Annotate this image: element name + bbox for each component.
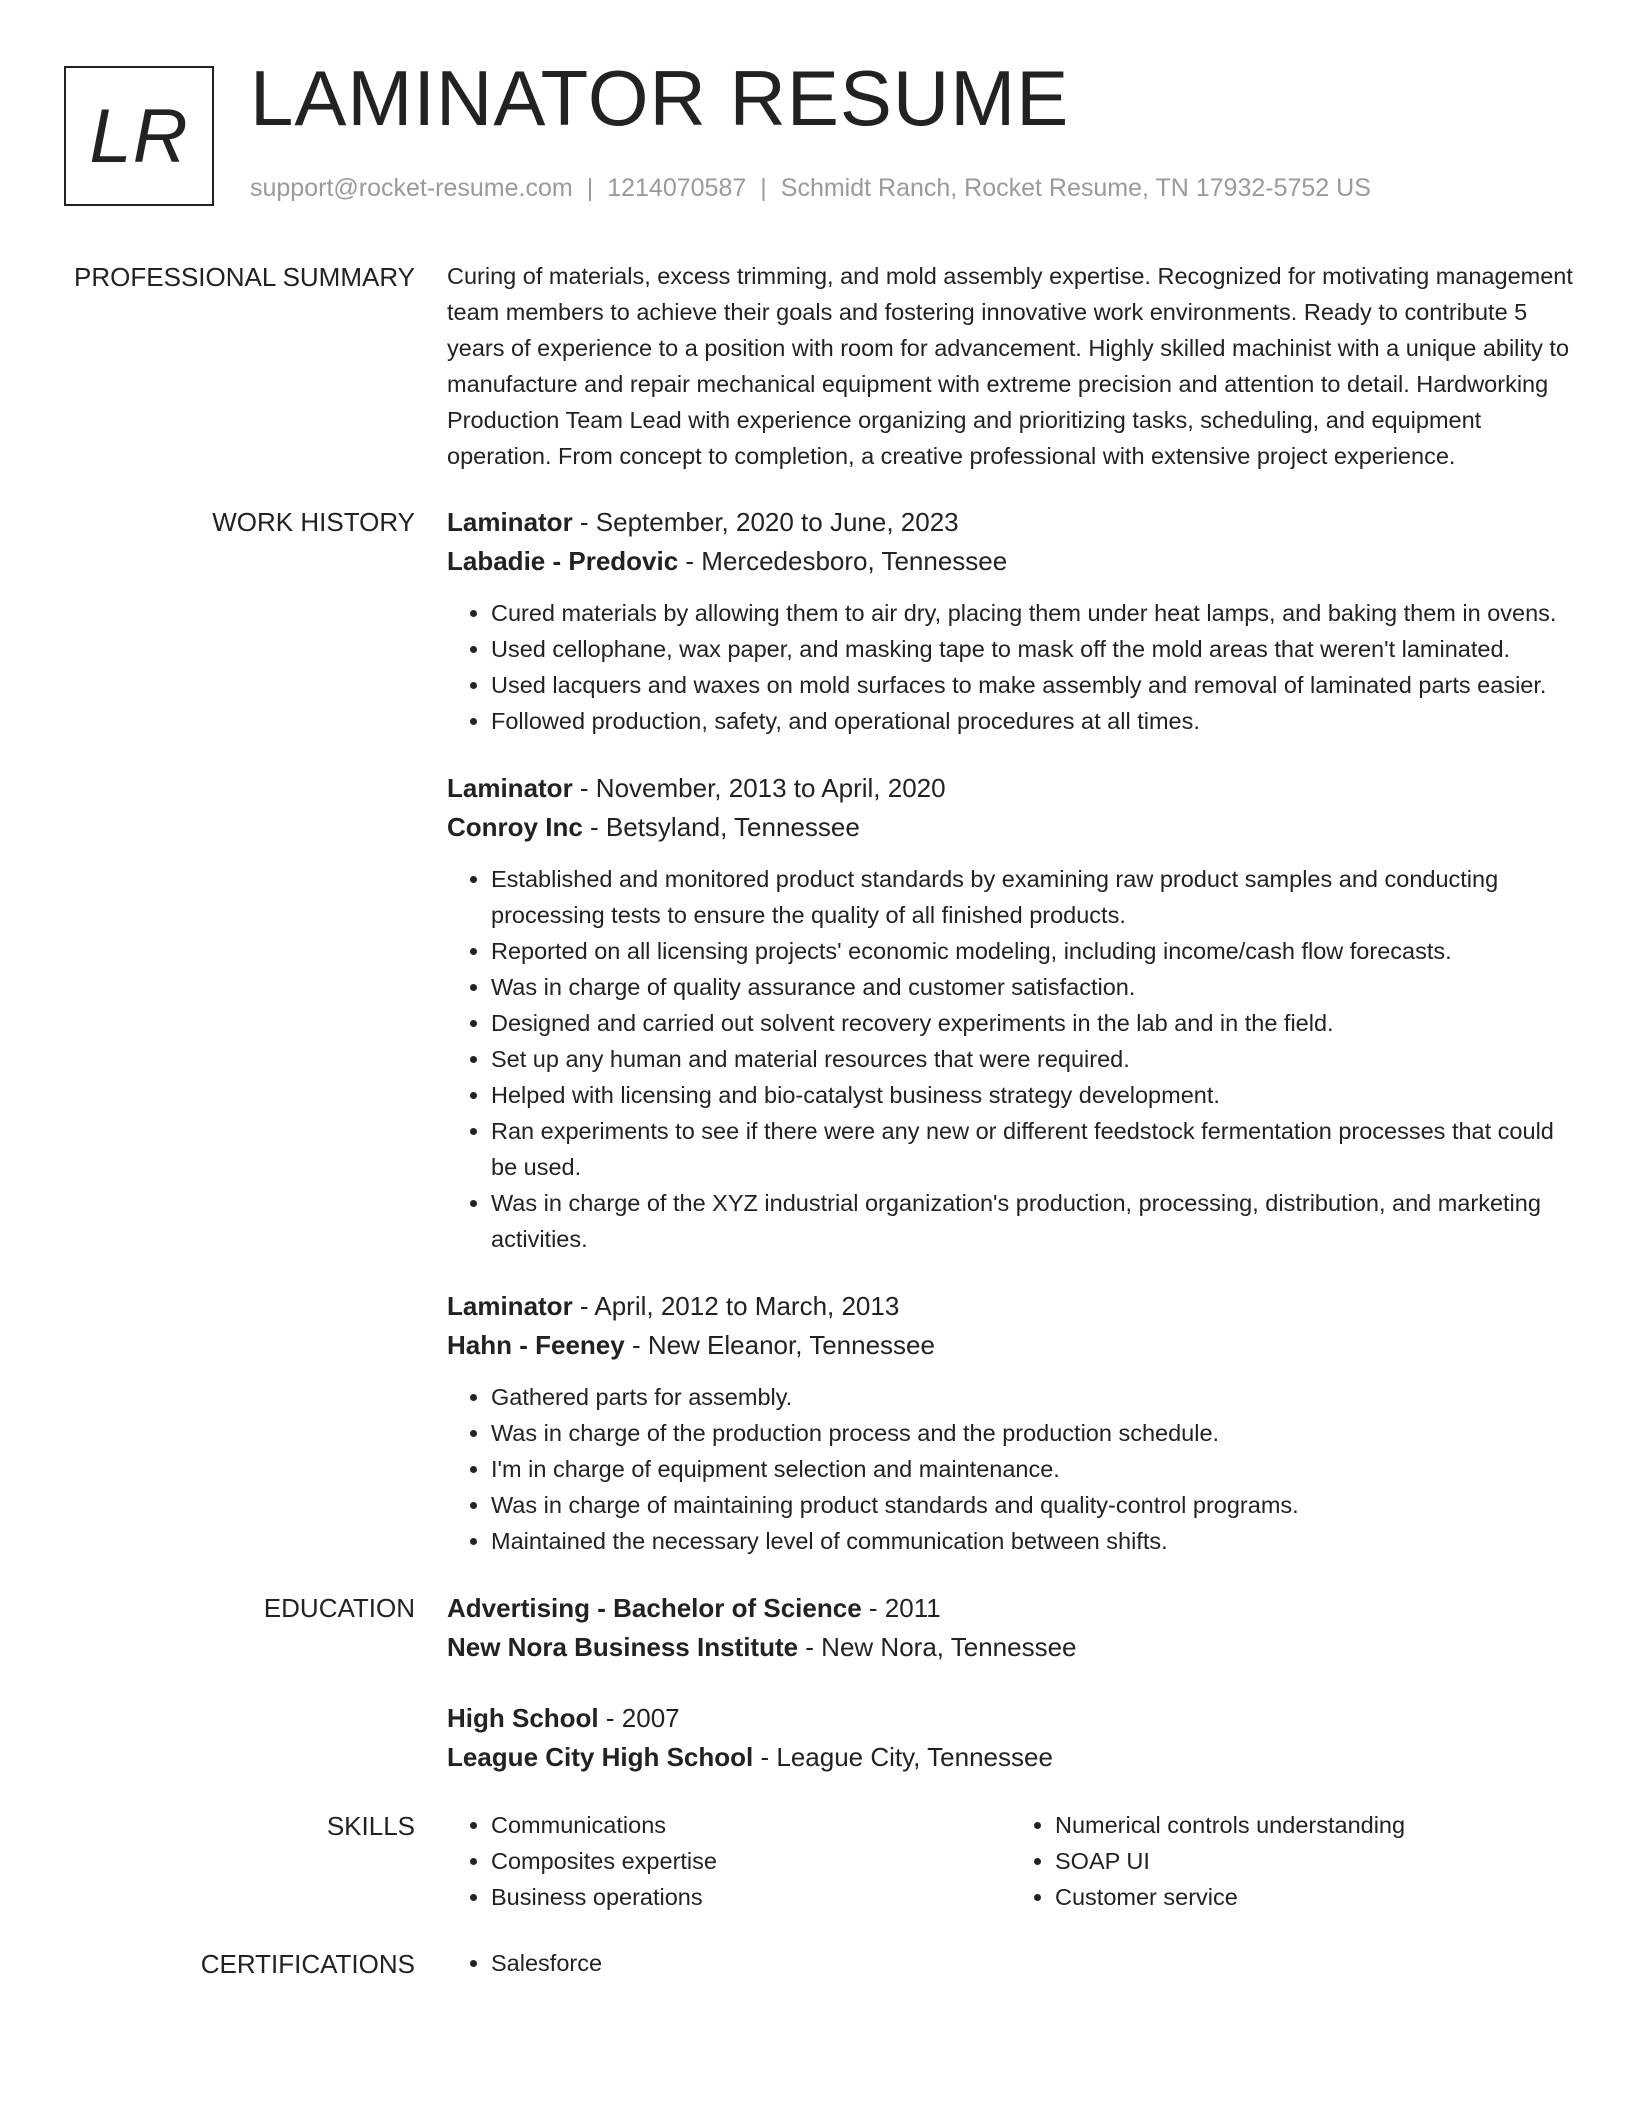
job-title: Laminator bbox=[447, 1291, 573, 1321]
job-dates: - September, 2020 to June, 2023 bbox=[572, 507, 959, 537]
work-history-body bbox=[447, 503, 1575, 1559]
job-bullet: • Was in charge of maintaining product standards and quality-control programs. bbox=[491, 1487, 1575, 1523]
page-title: LAMINATOR RESUME bbox=[250, 54, 1070, 142]
education-entry bbox=[447, 1699, 1575, 1777]
skills-section bbox=[0, 1807, 1632, 1915]
section-heading-certifications: CERTIFICATIONS bbox=[200, 1949, 415, 1979]
job-company-line bbox=[447, 1326, 1575, 1365]
job-location: - Betsyland, Tennessee bbox=[582, 812, 860, 842]
job-entry bbox=[447, 1287, 1575, 1559]
education-school: New Nora Business Institute bbox=[447, 1632, 799, 1662]
job-bullet: • Cured materials by allowing them to air dry, placing them under heat lamps, and baking them in ovens. bbox=[491, 595, 1575, 631]
section-heading-skills: SKILLS bbox=[326, 1811, 415, 1841]
job-bullet: • Helped with licensing and bio-catalyst business strategy development. bbox=[491, 1077, 1575, 1113]
job-dates: - April, 2012 to March, 2013 bbox=[572, 1291, 900, 1321]
job-bullet: • Was in charge of the production process and the production schedule. bbox=[491, 1415, 1575, 1451]
section-heading-work: WORK HISTORY bbox=[212, 507, 415, 537]
skills-list-left bbox=[447, 1807, 1011, 1915]
certifications-list bbox=[447, 1945, 1575, 1981]
job-bullet: • Was in charge of the XYZ industrial organization's production, processing, distribution, and marketing activities. bbox=[491, 1185, 1575, 1257]
education-location: - New Nora, Tennessee bbox=[798, 1632, 1077, 1662]
skills-list-right bbox=[1011, 1807, 1575, 1915]
job-dates: - November, 2013 to April, 2020 bbox=[572, 773, 946, 803]
skill-item: • SOAP UI bbox=[1055, 1843, 1575, 1879]
job-bullets bbox=[447, 1379, 1575, 1559]
job-bullet: • Set up any human and material resources that were required. bbox=[491, 1041, 1575, 1077]
education-entry bbox=[447, 1589, 1575, 1667]
job-title-line bbox=[447, 503, 1575, 542]
job-entry bbox=[447, 503, 1575, 739]
education-degree-line bbox=[447, 1699, 1575, 1738]
education-section bbox=[0, 1589, 1632, 1777]
job-entry bbox=[447, 769, 1575, 1257]
job-company: Hahn - Feeney bbox=[447, 1330, 625, 1360]
skill-item: • Numerical controls understanding bbox=[1055, 1807, 1575, 1843]
job-bullets bbox=[447, 861, 1575, 1257]
education-year: - 2007 bbox=[598, 1703, 680, 1733]
job-location: - Mercedesboro, Tennessee bbox=[678, 546, 1008, 576]
contact-address: Schmidt Ranch, Rocket Resume, TN 17932-5752 US bbox=[780, 174, 1371, 202]
job-bullet: • Used cellophane, wax paper, and masking tape to mask off the mold areas that weren't laminated. bbox=[491, 631, 1575, 667]
skills-body bbox=[447, 1807, 1575, 1915]
job-bullet: • I'm in charge of equipment selection and maintenance. bbox=[491, 1451, 1575, 1487]
job-bullet: • Was in charge of quality assurance and customer satisfaction. bbox=[491, 969, 1575, 1005]
work-history-section bbox=[0, 503, 1632, 1559]
resume-content bbox=[0, 258, 1632, 1982]
job-bullet: • Maintained the necessary level of communication between shifts. bbox=[491, 1523, 1575, 1559]
job-company: Conroy Inc bbox=[447, 812, 583, 842]
contact-email[interactable]: support@rocket-resume.com bbox=[250, 174, 573, 202]
job-title-line bbox=[447, 769, 1575, 808]
section-heading-education: EDUCATION bbox=[263, 1593, 415, 1623]
education-degree-line bbox=[447, 1589, 1575, 1628]
job-company-line bbox=[447, 542, 1575, 581]
education-degree: Advertising - Bachelor of Science bbox=[447, 1593, 862, 1623]
monogram-logo: LR bbox=[64, 66, 214, 206]
summary-text: Curing of materials, excess trimming, and mold assembly expertise. Recognized for motivating management team members to achieve their goals and fostering innovative work environments. Ready to contribute 5 years of experience to a position with room for advancement. Highly skilled machinist with a unique ability to manufacture and repair mechanical equipment with extreme precision and attention to detail. Hardworking Production Team Lead with experience organizing and prioritizing tasks, scheduling, and equipment operation. From concept to completion, a creative professional with extensive project experience. bbox=[447, 263, 1573, 469]
education-location: - League City, Tennessee bbox=[753, 1742, 1053, 1772]
job-location: - New Eleanor, Tennessee bbox=[624, 1330, 935, 1360]
job-bullet: • Designed and carried out solvent recovery experiments in the lab and in the field. bbox=[491, 1005, 1575, 1041]
job-bullet: • Followed production, safety, and operational procedures at all times. bbox=[491, 703, 1575, 739]
skill-item: • Composites expertise bbox=[491, 1843, 1011, 1879]
education-year: - 2011 bbox=[861, 1593, 941, 1623]
job-bullets bbox=[447, 595, 1575, 739]
contact-line bbox=[250, 174, 1371, 203]
education-degree: High School bbox=[447, 1703, 599, 1733]
contact-separator: | bbox=[760, 174, 767, 202]
certifications-body bbox=[447, 1945, 1575, 1982]
job-title-line bbox=[447, 1287, 1575, 1326]
education-school-line bbox=[447, 1628, 1575, 1667]
job-company-line bbox=[447, 808, 1575, 847]
summary-body bbox=[447, 258, 1575, 474]
skill-item: • Customer service bbox=[1055, 1879, 1575, 1915]
job-bullet: • Gathered parts for assembly. bbox=[491, 1379, 1575, 1415]
job-company: Labadie - Predovic bbox=[447, 546, 679, 576]
job-bullet: • Reported on all licensing projects' economic modeling, including income/cash flow forecasts. bbox=[491, 933, 1575, 969]
job-title: Laminator bbox=[447, 507, 573, 537]
contact-separator: | bbox=[586, 174, 594, 202]
certifications-section bbox=[0, 1945, 1632, 1982]
section-heading-summary: PROFESSIONAL SUMMARY bbox=[74, 262, 415, 292]
job-bullet: • Ran experiments to see if there were any new or different feedstock fermentation processes that could be used. bbox=[491, 1113, 1575, 1185]
certification-item: • Salesforce bbox=[491, 1945, 1575, 1981]
education-school: League City High School bbox=[447, 1742, 754, 1772]
skill-item: • Communications bbox=[491, 1807, 1011, 1843]
job-bullet: • Established and monitored product standards by examining raw product samples and conducting processing tests to ensure the quality of all finished products. bbox=[491, 861, 1575, 933]
summary-section bbox=[0, 258, 1632, 474]
job-title: Laminator bbox=[447, 773, 573, 803]
education-school-line bbox=[447, 1738, 1575, 1777]
contact-phone[interactable]: 1214070587 bbox=[607, 174, 747, 202]
skill-item: • Business operations bbox=[491, 1879, 1011, 1915]
education-body bbox=[447, 1589, 1575, 1777]
job-bullet: • Used lacquers and waxes on mold surfaces to make assembly and removal of laminated parts easier. bbox=[491, 667, 1575, 703]
